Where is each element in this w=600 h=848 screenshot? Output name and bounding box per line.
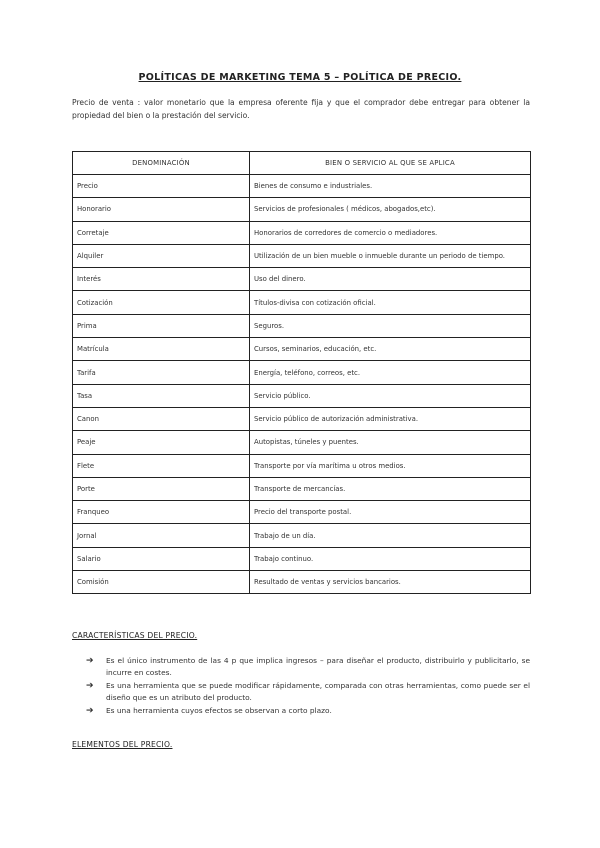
denominacion-cell: Franqueo	[73, 501, 250, 524]
right-arrow-icon: ➔	[86, 681, 94, 691]
denominacion-cell: Cotización	[73, 291, 250, 314]
bien-servicio-cell: Utilización de un bien mueble o inmueble durante un periodo de tiempo.	[250, 244, 531, 267]
denominacion-cell: Salario	[73, 547, 250, 570]
bien-servicio-cell: Cursos, seminarios, educación, etc.	[250, 338, 531, 361]
denominacion-cell: Honorario	[73, 198, 250, 221]
bien-servicio-cell: Uso del dinero.	[250, 268, 531, 291]
bien-servicio-cell: Transporte de mercancías.	[250, 477, 531, 500]
price-denominations-table	[72, 151, 531, 594]
table-row	[73, 384, 531, 407]
denominacion-cell: Flete	[73, 454, 250, 477]
table-row	[73, 477, 531, 500]
table-row	[73, 454, 531, 477]
list-item-text: Es el único instrumento de las 4 p que implica ingresos – para diseñar el producto, distribuirlo y publicitarlo, se incurre en costes.	[106, 656, 530, 677]
table-row	[73, 407, 531, 430]
denominacion-cell: Matrícula	[73, 338, 250, 361]
bien-servicio-cell: Bienes de consumo e industriales.	[250, 175, 531, 198]
column-header-bien-servicio: BIEN O SERVICIO AL QUE SE APLICA	[250, 152, 531, 175]
bien-servicio-cell: Seguros.	[250, 314, 531, 337]
table-row	[73, 524, 531, 547]
denominacion-cell: Prima	[73, 314, 250, 337]
list-item	[86, 680, 530, 704]
denominacion-cell: Tarifa	[73, 361, 250, 384]
bien-servicio-cell: Servicio público de autorización administrativa.	[250, 407, 531, 430]
table-row	[73, 291, 531, 314]
denominacion-cell: Comisión	[73, 571, 250, 594]
right-arrow-icon: ➔	[86, 706, 94, 716]
denominacion-cell: Peaje	[73, 431, 250, 454]
bien-servicio-cell: Servicio público.	[250, 384, 531, 407]
bien-servicio-cell: Resultado de ventas y servicios bancarios.	[250, 571, 531, 594]
elementos-heading: ELEMENTOS DEL PRECIO.	[72, 740, 173, 749]
caracteristicas-heading: CARACTERÍSTICAS DEL PRECIO.	[72, 631, 198, 640]
bien-servicio-cell: Transporte por vía marítima u otros medios.	[250, 454, 531, 477]
table-row	[73, 244, 531, 267]
table-row	[73, 198, 531, 221]
denominacion-cell: Porte	[73, 477, 250, 500]
table-row	[73, 547, 531, 570]
list-item-text: Es una herramienta cuyos efectos se observan a corto plazo.	[106, 706, 332, 715]
bien-servicio-cell: Autopistas, túneles y puentes.	[250, 431, 531, 454]
bien-servicio-cell: Energía, teléfono, correos, etc.	[250, 361, 531, 384]
table-body	[73, 175, 531, 594]
bien-servicio-cell: Trabajo de un día.	[250, 524, 531, 547]
bien-servicio-cell: Honorarios de corredores de comercio o mediadores.	[250, 221, 531, 244]
table-row	[73, 361, 531, 384]
column-header-denominacion: DENOMINACIÓN	[73, 152, 250, 175]
denominacion-cell: Alquiler	[73, 244, 250, 267]
bien-servicio-cell: Precio del transporte postal.	[250, 501, 531, 524]
intro-paragraph: Precio de venta : valor monetario que la empresa oferente fija y que el comprador debe entregar para obtener la propiedad del bien o la prestación del servicio.	[72, 98, 530, 120]
bien-servicio-cell: Títulos-divisa con cotización oficial.	[250, 291, 531, 314]
right-arrow-icon: ➔	[86, 656, 94, 666]
denominacion-cell: Interés	[73, 268, 250, 291]
bien-servicio-cell: Trabajo continuo.	[250, 547, 531, 570]
table-row	[73, 221, 531, 244]
denominacion-cell: Corretaje	[73, 221, 250, 244]
list-item	[86, 655, 530, 679]
denominacion-cell: Tasa	[73, 384, 250, 407]
table-row	[73, 338, 531, 361]
table-row	[73, 431, 531, 454]
list-item-text: Es una herramienta que se puede modificar rápidamente, comparada con otras herramientas, como puede ser el diseño que es un atributo del producto.	[106, 681, 530, 702]
table-row	[73, 268, 531, 291]
page-title: POLÍTICAS DE MARKETING TEMA 5 – POLÍTICA DE PRECIO.	[138, 72, 462, 83]
list-item	[86, 705, 530, 717]
caracteristicas-list	[86, 655, 530, 718]
denominacion-cell: Canon	[73, 407, 250, 430]
table-row	[73, 571, 531, 594]
denominacion-cell: Jornal	[73, 524, 250, 547]
table-row	[73, 314, 531, 337]
table-row	[73, 175, 531, 198]
bien-servicio-cell: Servicios de profesionales ( médicos, abogados,etc).	[250, 198, 531, 221]
table-row	[73, 501, 531, 524]
denominacion-cell: Precio	[73, 175, 250, 198]
table-header-row	[73, 152, 531, 175]
